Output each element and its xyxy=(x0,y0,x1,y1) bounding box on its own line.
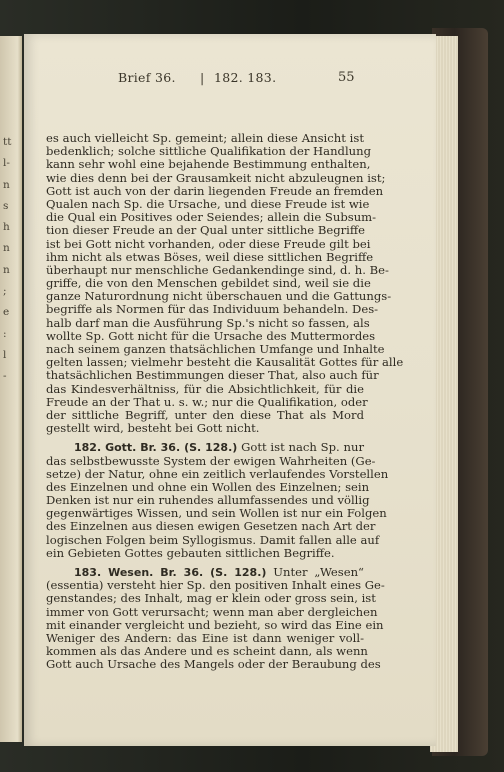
paragraph xyxy=(46,440,389,560)
text-line: begriffe als Normen für das Individuum behandeln. Des- xyxy=(46,302,379,317)
page-number: 55 xyxy=(338,70,355,85)
text-line: immer von Gott verursacht; wenn man aber dergleichen xyxy=(46,604,378,619)
left-margin-char: : xyxy=(3,327,7,340)
running-header xyxy=(108,70,358,90)
text-line: ganze Naturordnung nicht überschauen und die Gattungs- xyxy=(46,289,392,304)
text-line xyxy=(46,441,364,454)
text-line: Gott ist auch von der darin liegenden Freude an fremden xyxy=(46,183,384,198)
text-line: tion dieser Freude an der Qual unter sittliche Begriffe xyxy=(46,223,365,238)
left-margin-char: - xyxy=(3,370,7,383)
left-margin-char: h xyxy=(3,221,10,234)
text-line: das selbstbewusste System der ewigen Wahrheiten (Ge- xyxy=(46,453,376,468)
entry-heading: 183. Wesen. Br. 36. (S. 128.) xyxy=(74,566,267,579)
text-line: mit einander vergleicht und bezieht, so wird das Eine ein xyxy=(46,617,384,632)
left-margin-char: l- xyxy=(3,157,10,170)
text-line: halb darf man die Ausführung Sp.'s nicht so fassen, als xyxy=(46,315,370,330)
text-line: gelten lassen; vielmehr besteht die Kausalität Gottes für alle xyxy=(46,355,404,370)
text-line: ein Gebieten Gottes gebauten sittlichen Begriffe. xyxy=(46,545,335,560)
paragraph xyxy=(46,565,385,672)
text-line: (essentia) versteht hier Sp. den positiven Inhalt eines Ge- xyxy=(46,578,385,593)
text-line: bedenklich; solche sittliche Qualifikation der Handlung xyxy=(46,144,372,159)
left-margin-char: n xyxy=(3,242,10,255)
text-line: griffe, die von den Menschen gebildet sind, weil sie die xyxy=(46,276,371,291)
left-margin-char: e xyxy=(3,306,10,319)
body-text xyxy=(46,131,404,672)
left-margin-char: n xyxy=(3,178,10,191)
text-line: Weniger des Andern: das Eine ist dann weniger voll- xyxy=(46,630,364,645)
line-text: Gott ist nach Sp. nur xyxy=(237,440,364,455)
text-line: thatsächlichen Bestimmungen dieser That, also auch für xyxy=(46,368,379,383)
text-line: ist bei Gott nicht vorhanden, oder diese Freude gilt bei xyxy=(46,236,371,251)
text-line: wollte Sp. Gott nicht für die Ursache des Muttermordes xyxy=(46,328,376,343)
text-line: genstandes; des Inhalt, mag er klein oder gross sein, ist xyxy=(46,591,376,606)
left-margin-char: n xyxy=(3,263,10,276)
left-page-margin-text xyxy=(3,132,19,388)
text-line: gegenwärtiges Wissen, und sein Wollen ist nur ein Folgen xyxy=(46,506,387,521)
text-line: kann sehr wohl eine bejahende Bestimmung enthalten, xyxy=(46,157,371,172)
text-line: des Einzelnen und ohne ein Wollen des Einzelnen; sein xyxy=(46,479,370,494)
text-line: ihm nicht als etwas Böses, weil diese sittlichen Begriffe xyxy=(46,249,374,264)
text-line: gestellt wird, besteht bei Gott nicht. xyxy=(46,421,260,436)
text-line: überhaupt nur menschliche Gedankendinge sind, d. h. Be- xyxy=(46,262,389,277)
text-line: des Einzelnen aus diesen ewigen Gesetzen nach Art der xyxy=(46,519,376,534)
running-title: Brief 36. xyxy=(118,70,176,85)
header-separator: | xyxy=(200,70,205,85)
text-line: setze) der Natur, ohne ein zeitlich verlaufendes Vorstellen xyxy=(46,466,389,481)
text-line: es auch vielleicht Sp. gemeint; allein diese Ansicht ist xyxy=(46,131,364,145)
text-line: Denken ist nur ein ruhendes allumfassendes und völlig xyxy=(46,493,370,508)
text-line: kommen als das Andere und es scheint dann, als wenn xyxy=(46,644,368,659)
left-margin-char: tt xyxy=(3,136,12,148)
text-line: nach seinem ganzen thatsächlichen Umfange und Inhalte xyxy=(46,342,385,356)
left-margin-char: ; xyxy=(3,285,7,298)
paragraph xyxy=(46,131,404,436)
text-line: das Kindesverhältniss, für die Absichtlichkeit, für die xyxy=(46,381,364,396)
text-line: Qualen nach Sp. die Ursache, und diese Freude ist wie xyxy=(46,196,370,211)
left-margin-char: s xyxy=(3,199,9,212)
header-page-range: 182. 183. xyxy=(214,70,277,85)
text-line: der sittliche Begriff, unter den diese That als Mord xyxy=(46,407,364,422)
text-line: wie dies denn bei der Grausamkeit nicht abzuleugnen ist; xyxy=(46,170,386,185)
left-margin-char: l xyxy=(3,348,7,361)
line-text: Unter „Wesen“ xyxy=(266,565,364,579)
entry-heading: 182. Gott. Br. 36. (S. 128.) xyxy=(74,441,238,455)
text-line: Freude an der That u. s. w.; nur die Qualifikation, oder xyxy=(46,394,368,409)
left-page-edge xyxy=(0,36,22,742)
text-line: logischen Folgen beim Syllogismus. Damit fallen alle auf xyxy=(46,532,380,547)
text-line: Gott auch Ursache des Mangels oder der Beraubung des xyxy=(46,657,381,672)
text-line: die Qual ein Positives oder Seiendes; allein die Subsum- xyxy=(46,210,377,225)
